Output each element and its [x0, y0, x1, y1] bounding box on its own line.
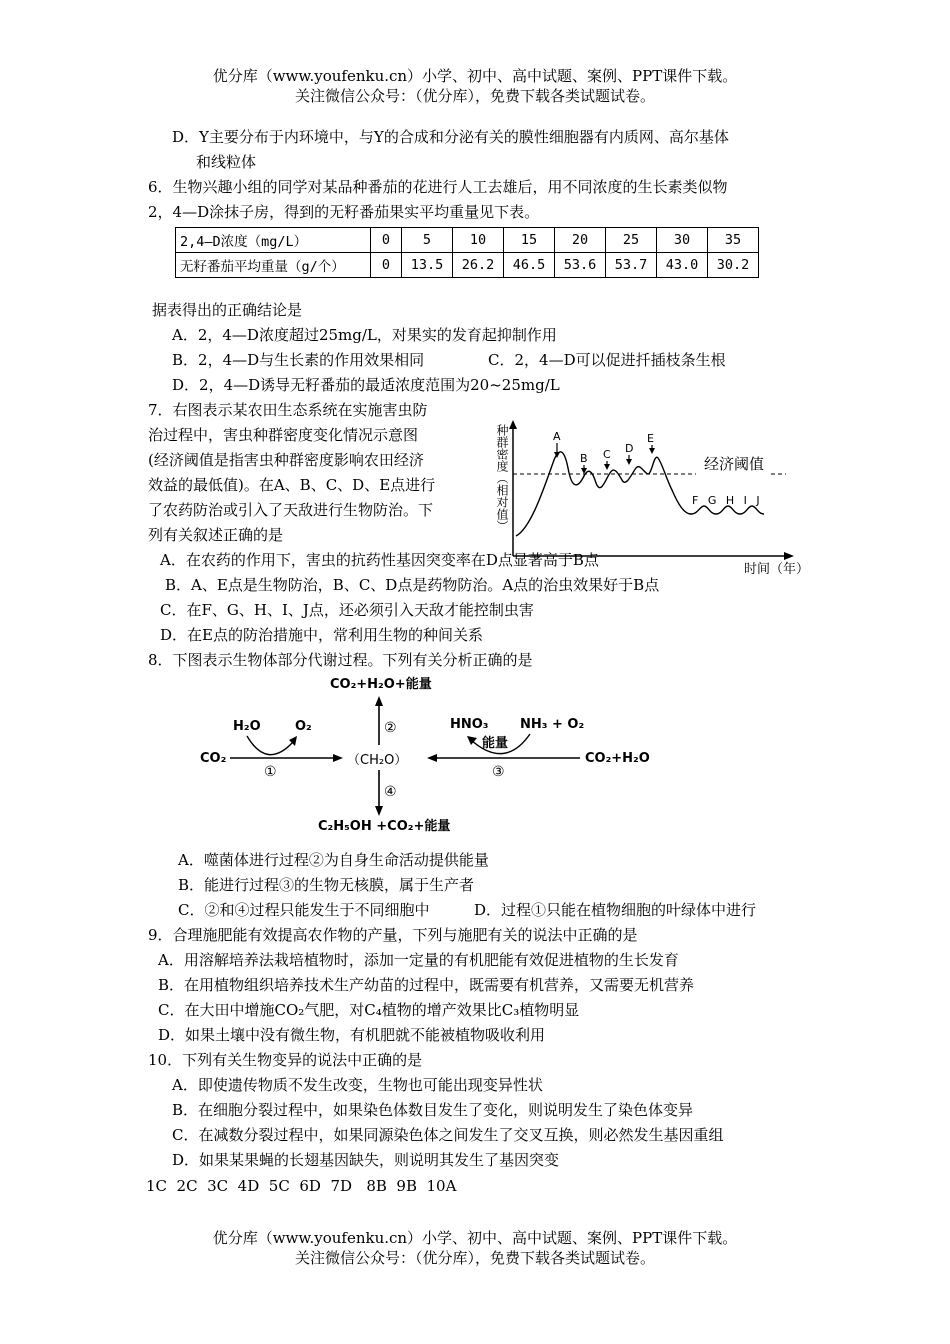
- point-d-label: D: [625, 442, 634, 455]
- step-1-label: ①: [264, 764, 277, 780]
- q7-option-b: B．A、E点是生物防治，B、C、D点是药物防治。A点的治虫效果好于B点: [165, 576, 660, 594]
- table-cell: 13.5: [402, 253, 453, 278]
- left-out-label: O₂: [295, 719, 312, 734]
- arrow-down-icon: [626, 459, 632, 465]
- q8-option-b: B．能进行过程③的生物无核膜，属于生产者: [178, 876, 475, 894]
- y-axis-label: 种群密度（相对值）: [495, 424, 509, 532]
- table-cell: 53.7: [606, 253, 657, 278]
- table-cell: 26.2: [453, 253, 504, 278]
- left-side-arrow: [247, 736, 293, 755]
- bottom-product-label: C₂H₅OH +CO₂+能量: [318, 819, 451, 834]
- arrow-left-icon: [427, 754, 437, 762]
- header-line-1: 优分库（www.youfenku.cn）小学、初中、高中试题、案例、PPT课件下载。: [212, 67, 738, 85]
- q10-stem: 10．下列有关生物变异的说法中正确的是: [148, 1051, 423, 1069]
- step-3-label: ③: [492, 764, 505, 780]
- point-b-label: B: [580, 452, 588, 465]
- q7-stem-line: 效益的最低值)。在A、B、C、D、E点进行: [148, 476, 436, 494]
- q9-option-a: A．用溶解培养法栽培植物时，添加一定量的有机肥能有效促进植物的生长发育: [158, 951, 679, 969]
- q7-option-d: D．在E点的防治措施中，常利用生物的种间关系: [160, 626, 483, 644]
- q8-metabolism-diagram: [195, 670, 665, 840]
- left-in-label: H₂O: [233, 719, 261, 734]
- q6-stem: 6．生物兴趣小组的同学对某品种番茄的花进行人工去雄后，用不同浓度的生长素类似物: [148, 178, 728, 196]
- footer-line-2: 关注微信公众号：（优分库），免费下载各类试题试卷。: [294, 1249, 655, 1267]
- table-cell: 15: [504, 228, 555, 253]
- center-label: （CH₂O）: [347, 753, 408, 768]
- x-axis-label: 时间（年）: [744, 562, 810, 577]
- q7-stem-line: 了农药防治或引入了天敌进行生物防治。下: [148, 501, 434, 519]
- left-start-label: CO₂: [200, 751, 227, 766]
- header-line-2: 关注微信公众号：（优分库），免费下载各类试题试卷。: [294, 87, 655, 105]
- q10-option-a: A．即使遗传物质不发生改变，生物也可能出现变异性状: [172, 1076, 543, 1094]
- q6-option-d: D．2，4—D诱导无籽番茄的最适浓度范围为20~25mg/L: [172, 376, 560, 394]
- q8-option-a: A．噬菌体进行过程②为自身生命活动提供能量: [178, 851, 489, 869]
- q9-option-d: D．如果土壤中没有微生物，有机肥就不能被植物吸收利用: [158, 1026, 546, 1044]
- table-row: [176, 228, 759, 253]
- q10-option-b: B．在细胞分裂过程中，如果染色体数目发生了变化，则说明发生了染色体变异: [172, 1101, 694, 1119]
- q7-stem-line: 列有关叙述正确的是: [148, 526, 284, 544]
- table-row: [176, 253, 759, 278]
- q6-option-c: C．2，4—D可以促进扦插枝条生根: [488, 351, 726, 369]
- table-cell: 46.5: [504, 253, 555, 278]
- top-product-label: CO₂+H₂O+能量: [330, 677, 432, 692]
- q6-stem-cont: 2，4—D涂抹子房，得到的无籽番茄果实平均重量见下表。: [148, 203, 540, 221]
- q5-option-d-cont: 和线粒体: [196, 153, 257, 171]
- footer-line-1: 优分库（www.youfenku.cn）小学、初中、高中试题、案例、PPT课件下载。: [212, 1229, 738, 1247]
- energy-label: 能量: [482, 736, 509, 751]
- q9-option-b: B．在用植物组织培养技术生产幼苗的过程中，既需要有机营养，又需要无机营养: [158, 976, 695, 994]
- q7-option-a: A．在农药的作用下，害虫的抗药性基因突变率在D点显著高于B点: [160, 551, 599, 569]
- q10-option-d: D．如果某果蝇的长翅基因缺失，则说明其发生了基因突变: [172, 1151, 560, 1169]
- q8-stem: 8．下图表示生物体部分代谢过程。下列有关分析正确的是: [148, 651, 533, 669]
- q6-option-b: B．2，4—D与生长素的作用效果相同: [172, 351, 425, 369]
- threshold-label: 经济阈值: [704, 455, 765, 473]
- point-e-label: E: [647, 432, 654, 445]
- step-4-label: ④: [384, 784, 397, 800]
- table-cell: 20: [555, 228, 606, 253]
- table-cell: 35: [708, 228, 759, 253]
- right-start-label: CO₂+H₂O: [585, 751, 650, 766]
- table-cell: 53.6: [555, 253, 606, 278]
- q9-stem: 9．合理施肥能有效提高农作物的产量，下列与施肥有关的说法中正确的是: [148, 926, 638, 944]
- q7-stem-line: (经济阈值是指害虫种群密度影响农田经济: [148, 451, 424, 469]
- q8-option-c: C．②和④过程只能发生于不同细胞中: [178, 901, 430, 919]
- points-fghij-label: F G H I J: [692, 494, 763, 507]
- table-cell: 10: [453, 228, 504, 253]
- arrow-down-icon: [604, 464, 610, 470]
- right-in-label: HNO₃: [450, 717, 489, 732]
- table-cell: 25: [606, 228, 657, 253]
- q7-stem-line: 治过程中，害虫种群密度变化情况示意图: [148, 426, 419, 444]
- x-axis-arrow-icon: [784, 552, 794, 560]
- table-cell: 0: [371, 253, 402, 278]
- table-cell: 43.0: [657, 253, 708, 278]
- arrow-down-icon: [375, 806, 383, 816]
- arrow-right-icon: [333, 754, 343, 762]
- table-cell: 5: [402, 228, 453, 253]
- point-a-label: A: [553, 430, 561, 443]
- answer-key: 1C 2C 3C 4D 5C 6D 7D 8B 9B 10A: [146, 1177, 457, 1195]
- table-cell: 30: [657, 228, 708, 253]
- q9-option-c: C．在大田中增施CO₂气肥，对C₄植物的增产效果比C₃植物明显: [158, 1001, 580, 1019]
- arrow-down-icon: [649, 448, 655, 454]
- q8-option-d: D．过程①只能在植物细胞的叶绿体中进行: [474, 901, 757, 919]
- arrow-up-icon: [375, 696, 383, 706]
- q5-option-d: D．Y主要分布于内环境中，与Y的合成和分泌有关的膜性细胞器有内质网、高尔基体: [172, 128, 729, 146]
- q6-prompt: 据表得出的正确结论是: [152, 301, 303, 319]
- q6-data-table: [175, 227, 759, 278]
- y-axis-arrow-icon: [509, 420, 517, 429]
- q10-option-c: C．在减数分裂过程中，如果同源染色体之间发生了交叉互换，则必然发生基因重组: [172, 1126, 724, 1144]
- step-2-label: ②: [384, 720, 397, 736]
- table-cell: 0: [371, 228, 402, 253]
- table-cell: 30.2: [708, 253, 759, 278]
- right-out-label: NH₃ + O₂: [520, 717, 585, 732]
- q6-option-a: A．2，4—D浓度超过25mg/L，对果实的发育起抑制作用: [172, 326, 557, 344]
- point-c-label: C: [603, 448, 611, 461]
- q7-stem-line: 7．右图表示某农田生态系统在实施害虫防: [148, 401, 428, 419]
- q7-option-c: C．在F、G、H、I、J点，还必须引入天敌才能控制虫害: [160, 601, 534, 619]
- table-header-concentration: 2,4—D浓度（mg/L）: [176, 228, 371, 253]
- table-header-weight: 无籽番茄平均重量（g/个）: [176, 253, 371, 278]
